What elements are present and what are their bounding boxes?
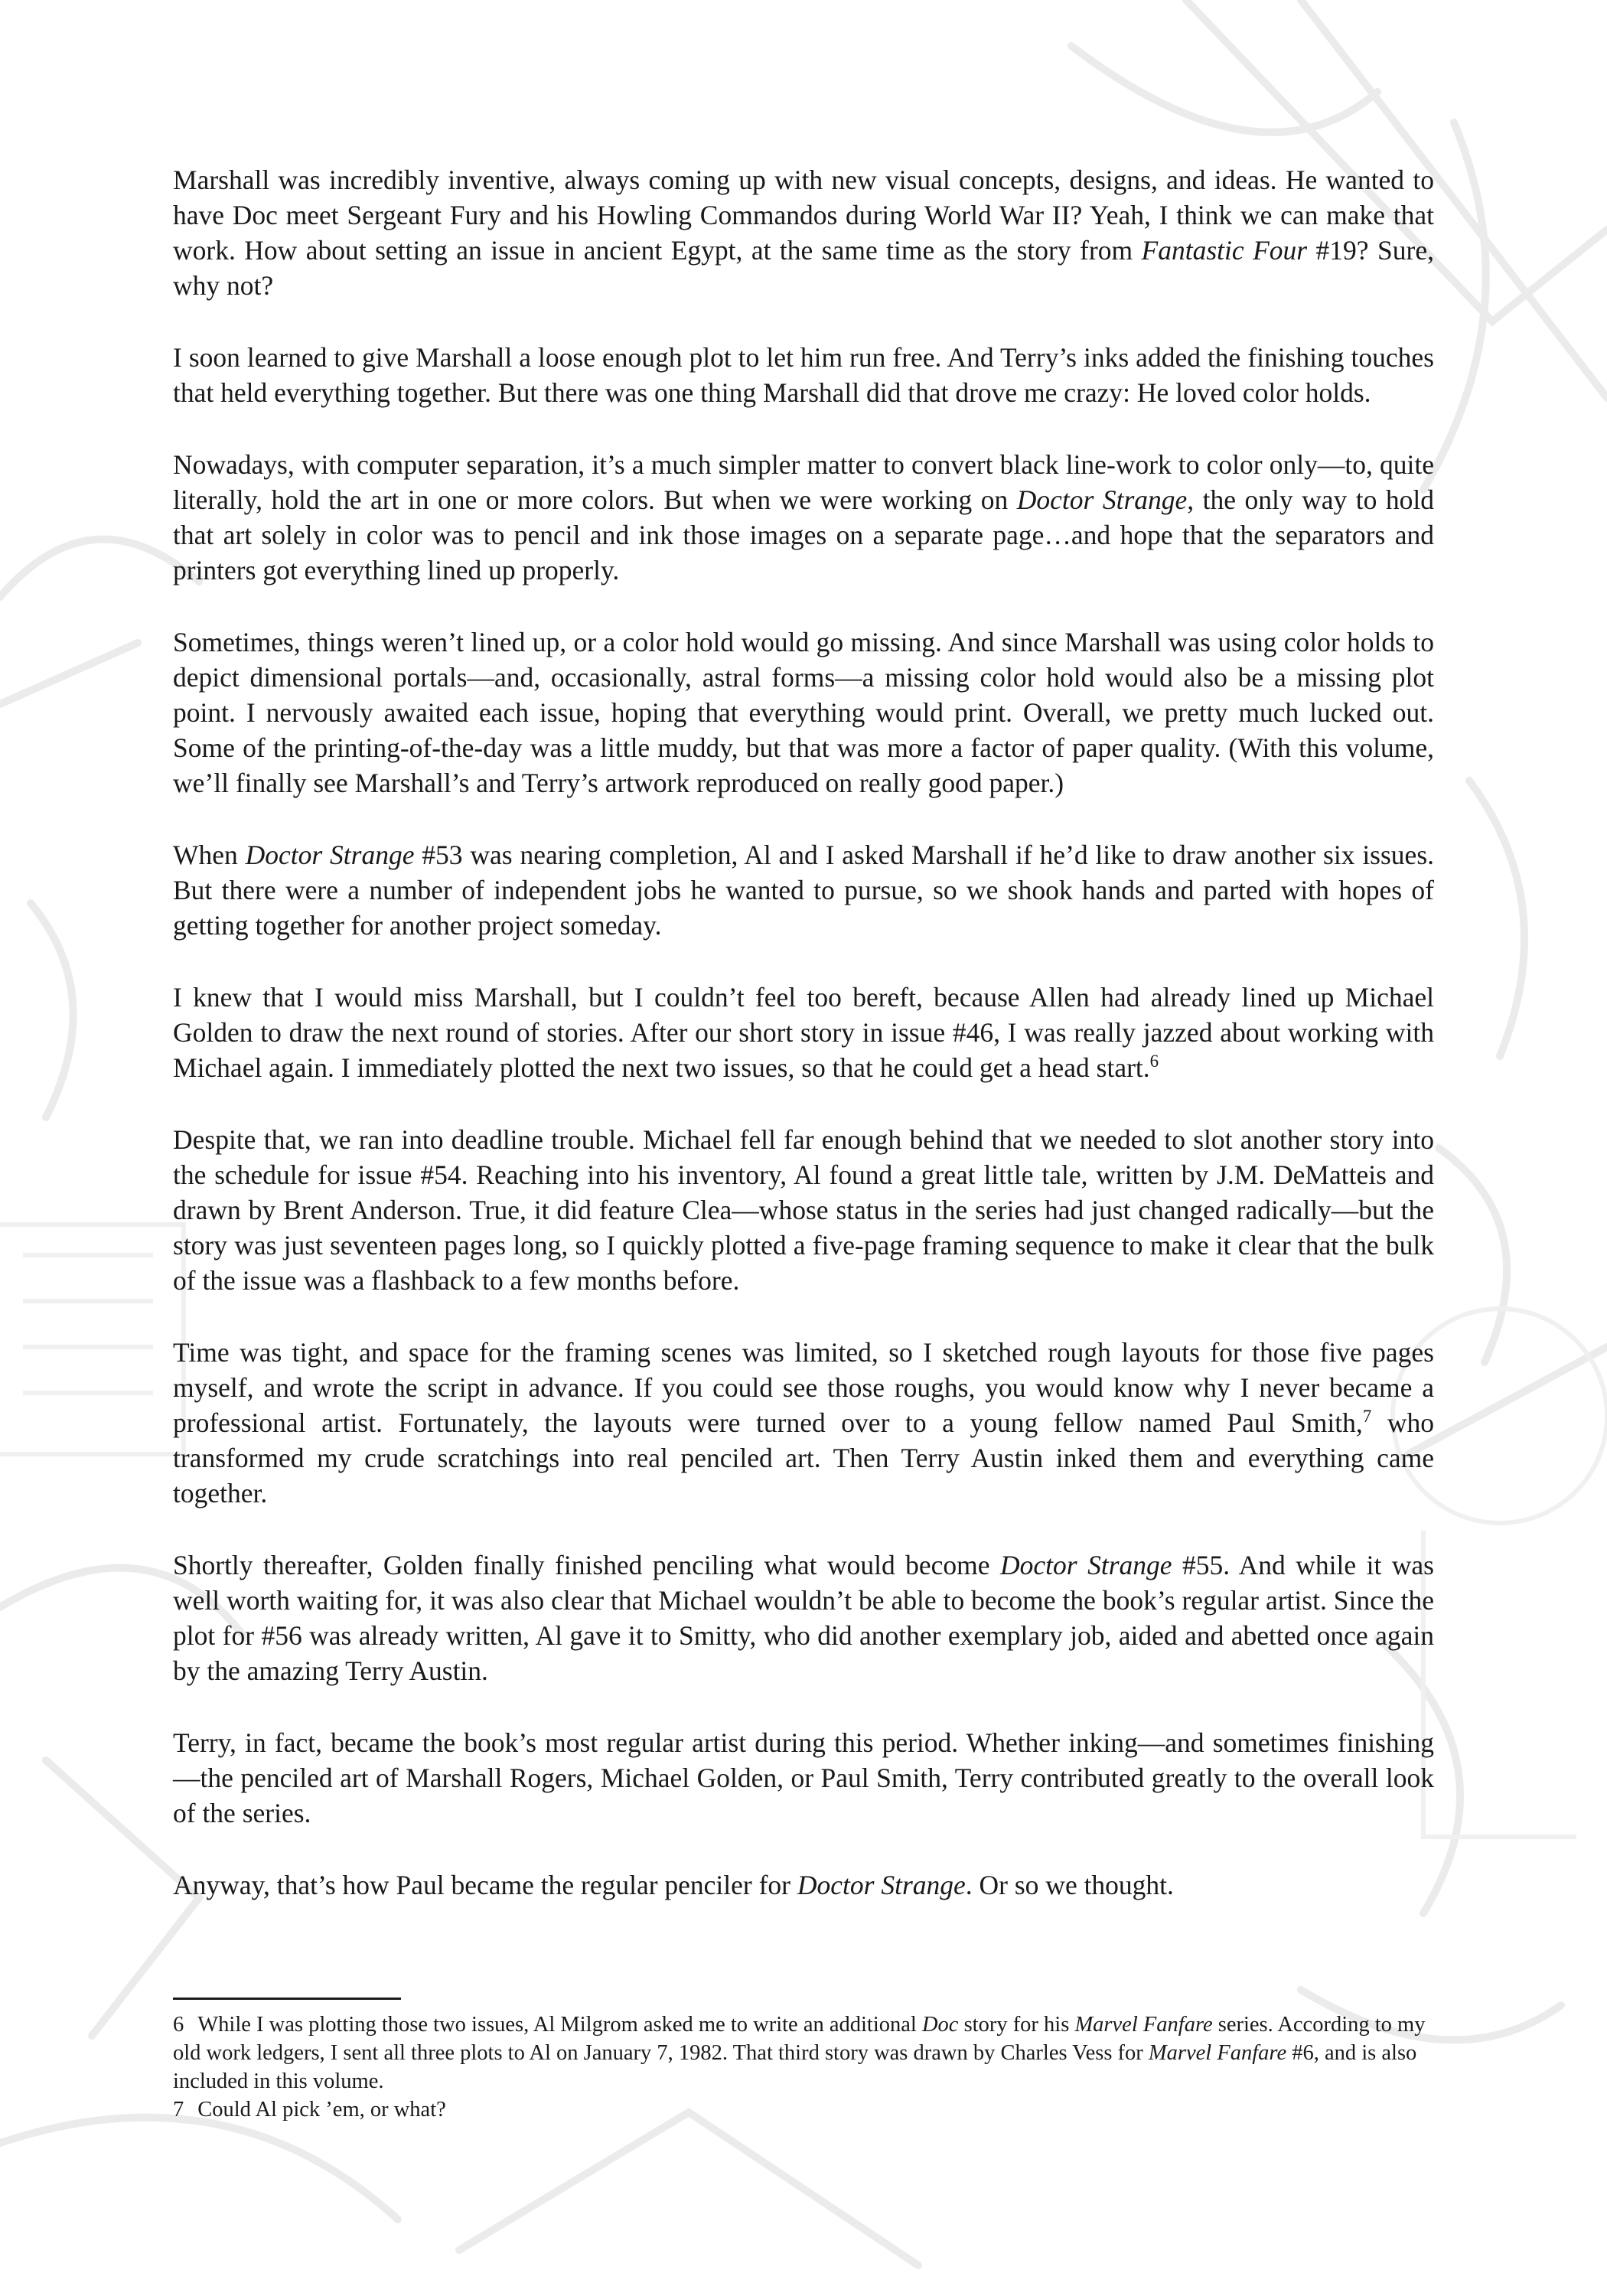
footnote-reference[interactable]: 6 bbox=[1149, 1052, 1159, 1071]
paragraph: I knew that I would miss Marshall, but I couldn’t feel too bereft, because Allen had already lined up Michael Golden to draw the next round of stories. After our short story in issue #46, I was really jazzed about working with Michael again. I immediately plotted the next two issues, so that he could get a head start.$^6$ bbox=[173, 982, 1434, 1083]
footnote: 6 While I was plotting those two issues, Al Milgrom asked me to write an additional Doc story for his Marvel Fanfare series. According to my old work ledgers, I sent all three plots to Al on January 7, 1982. That third story was drawn by Charles Vess for Marvel Fanfare #6, and is also included in this volume. bbox=[173, 2013, 1426, 2093]
article-body bbox=[173, 162, 1434, 1903]
footnotes bbox=[173, 2011, 1434, 2124]
footnote: 7 Could Al pick ’em, or what? bbox=[173, 2098, 446, 2122]
paragraph: Marshall was incredibly inventive, always coming up with new visual concepts, designs, and ideas. He wanted to have Doc meet Sergeant Fury and his Howling Commandos during World War II? Yeah, I think we can make that work. How about setting an issue in ancient Egypt, at the same time as the story from Fantastic Four #19? Sure, why not? bbox=[173, 165, 1434, 301]
paragraph: Terry, in fact, became the book’s most regular artist during this period. Whether inking—and sometimes finishing—the penciled art of Marshall Rogers, Michael Golden, or Paul Smith, Terry contributed greatly to the overall look of the series. bbox=[173, 1727, 1434, 1828]
footnote-reference[interactable]: 7 bbox=[1362, 1407, 1372, 1427]
footnote-divider bbox=[173, 1998, 401, 2000]
footnote-number: 7 bbox=[173, 2098, 184, 2122]
paragraph: Anyway, that’s how Paul became the regular penciler for Doctor Strange. Or so we thought. bbox=[173, 1870, 1174, 1900]
paragraph: Nowadays, with computer separation, it’s a much simpler matter to convert black line-work to color only—to, quite literally, hold the art in one or more colors. But when we were working on Doctor Strange, the only way to hold that art solely in color was to pencil and ink those images on a separate page…and hope that the separators and printers got everything lined up properly. bbox=[173, 449, 1435, 585]
paragraph: When Doctor Strange #53 was nearing completion, Al and I asked Marshall if he’d like to draw another six issues. But there were a number of independent jobs he wanted to pursue, so we shook hands and parted with hopes of getting together for another project someday. bbox=[173, 840, 1435, 941]
paragraph: Sometimes, things weren’t lined up, or a color hold would go missing. And since Marshall was using color holds to depict dimensional portals—and, occasionally, astral forms—a missing color hold would also be a missing plot point. I nervously awaited each issue, hoping that everything would print. Overall, we pretty much lucked out. Some of the printing-of-the-day was a little muddy, but that was more a factor of paper quality. (With this volume, we’ll finally see Marshall’s and Terry’s artwork reproduced on really good paper.) bbox=[173, 627, 1434, 798]
footnote-number: 6 bbox=[173, 2013, 184, 2037]
paragraph: Time was tight, and space for the framing scenes was limited, so I sketched rough layouts for those five pages myself, and wrote the script in advance. If you could see those roughs, you would know why I never became a professional artist. Fortunately, the layouts were turned over to a young fellow named Paul Smith,$^7$ who transformed my crude scratchings into real penciled art. Then Terry Austin inked them and everything came together. bbox=[173, 1337, 1434, 1508]
paragraph: I soon learned to give Marshall a loose enough plot to let him run free. And Terry’s inks added the finishing touches that held everything together. But there was one thing Marshall did that drove me crazy: He loved color holds. bbox=[173, 342, 1434, 408]
paragraph: Shortly thereafter, Golden finally finished penciling what would become Doctor Strange #55. And while it was well worth waiting for, it was also clear that Michael wouldn’t be able to become the book’s regular artist. Since the plot for #56 was already written, Al gave it to Smitty, who did another exemplary job, aided and abetted once again by the amazing Terry Austin. bbox=[173, 1550, 1434, 1686]
paragraph: Despite that, we ran into deadline trouble. Michael fell far enough behind that we needed to slot another story into the schedule for issue #54. Reaching into his inventory, Al found a great little tale, written by J.M. DeMatteis and drawn by Brent Anderson. True, it did feature Clea—whose status in the series had just changed radically—but the story was just seventeen pages long, so I quickly plotted a five-page framing sequence to make it clear that the bulk of the issue was a flashback to a few months before. bbox=[173, 1124, 1434, 1296]
